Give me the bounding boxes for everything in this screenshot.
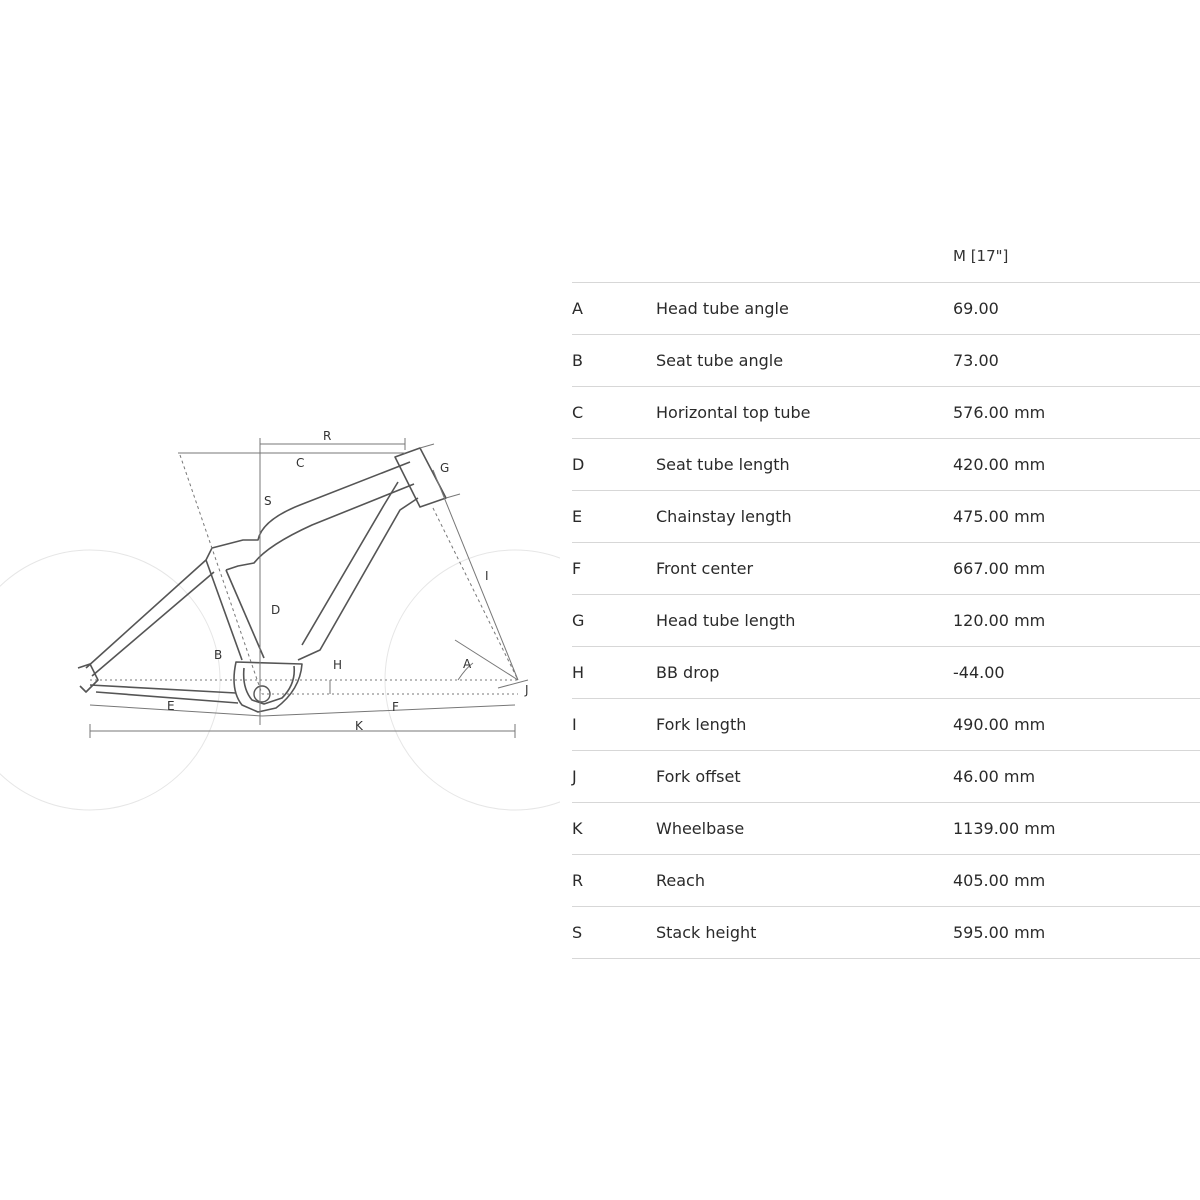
- row-name: Fork length: [656, 715, 747, 734]
- table-header: [572, 230, 1200, 283]
- row-name: BB drop: [656, 663, 720, 682]
- row-letter: K: [572, 819, 583, 838]
- table-row: [572, 283, 1200, 335]
- table-row: [572, 803, 1200, 855]
- label-b: B: [214, 648, 223, 662]
- table-row: [572, 439, 1200, 491]
- table-row: [572, 595, 1200, 647]
- row-name: Wheelbase: [656, 819, 745, 838]
- table-row: [572, 387, 1200, 439]
- row-value: 667.00 mm: [953, 559, 1046, 578]
- row-name: Seat tube length: [656, 455, 790, 474]
- row-name: Stack height: [656, 923, 757, 942]
- row-letter: B: [572, 351, 583, 370]
- row-value: 475.00 mm: [953, 507, 1046, 526]
- row-name: Horizontal top tube: [656, 403, 811, 422]
- row-name: Chainstay length: [656, 507, 792, 526]
- row-name: Front center: [656, 559, 754, 578]
- table-row: [572, 647, 1200, 699]
- row-value: 405.00 mm: [953, 871, 1046, 890]
- frame-drawing: [0, 0, 560, 1200]
- table-row: [572, 543, 1200, 595]
- label-d: D: [271, 603, 281, 617]
- label-r: R: [323, 429, 332, 443]
- label-k: K: [355, 719, 363, 733]
- label-h: H: [333, 658, 343, 672]
- row-name: Head tube length: [656, 611, 796, 630]
- geometry-table: [572, 230, 1200, 959]
- row-letter: J: [572, 767, 577, 786]
- row-value: 576.00 mm: [953, 403, 1046, 422]
- row-letter: C: [572, 403, 584, 422]
- row-letter: G: [572, 611, 585, 630]
- row-name: Reach: [656, 871, 705, 890]
- row-value: 46.00 mm: [953, 767, 1036, 786]
- label-e: E: [167, 699, 175, 713]
- row-letter: S: [572, 923, 583, 942]
- label-i: I: [485, 569, 489, 583]
- label-a: A: [463, 657, 472, 671]
- table-row: [572, 751, 1200, 803]
- size-column-header: M [17"]: [953, 247, 1009, 265]
- row-name: Fork offset: [656, 767, 741, 786]
- row-letter: H: [572, 663, 585, 682]
- label-j: J: [525, 683, 529, 697]
- table-row: [572, 491, 1200, 543]
- row-value: 73.00: [953, 351, 999, 370]
- row-letter: R: [572, 871, 584, 890]
- row-letter: I: [572, 715, 577, 734]
- row-value: -44.00: [953, 663, 1005, 682]
- label-s: S: [264, 494, 272, 508]
- label-f: F: [392, 700, 399, 714]
- dimension-lines: [90, 438, 528, 738]
- label-g: G: [440, 461, 450, 475]
- label-c: C: [296, 456, 305, 470]
- table-row: [572, 907, 1200, 959]
- row-value: 1139.00 mm: [953, 819, 1056, 838]
- row-letter: A: [572, 299, 583, 318]
- row-value: 69.00: [953, 299, 999, 318]
- row-letter: F: [572, 559, 582, 578]
- row-value: 490.00 mm: [953, 715, 1046, 734]
- row-value: 120.00 mm: [953, 611, 1046, 630]
- table-row: [572, 855, 1200, 907]
- row-letter: D: [572, 455, 585, 474]
- row-name: Head tube angle: [656, 299, 789, 318]
- frame-outline: [78, 448, 446, 712]
- row-value: 595.00 mm: [953, 923, 1046, 942]
- table-row: [572, 699, 1200, 751]
- bike-geometry-diagram: [0, 0, 560, 1200]
- row-letter: E: [572, 507, 583, 526]
- row-name: Seat tube angle: [656, 351, 784, 370]
- table-row: [572, 335, 1200, 387]
- row-value: 420.00 mm: [953, 455, 1046, 474]
